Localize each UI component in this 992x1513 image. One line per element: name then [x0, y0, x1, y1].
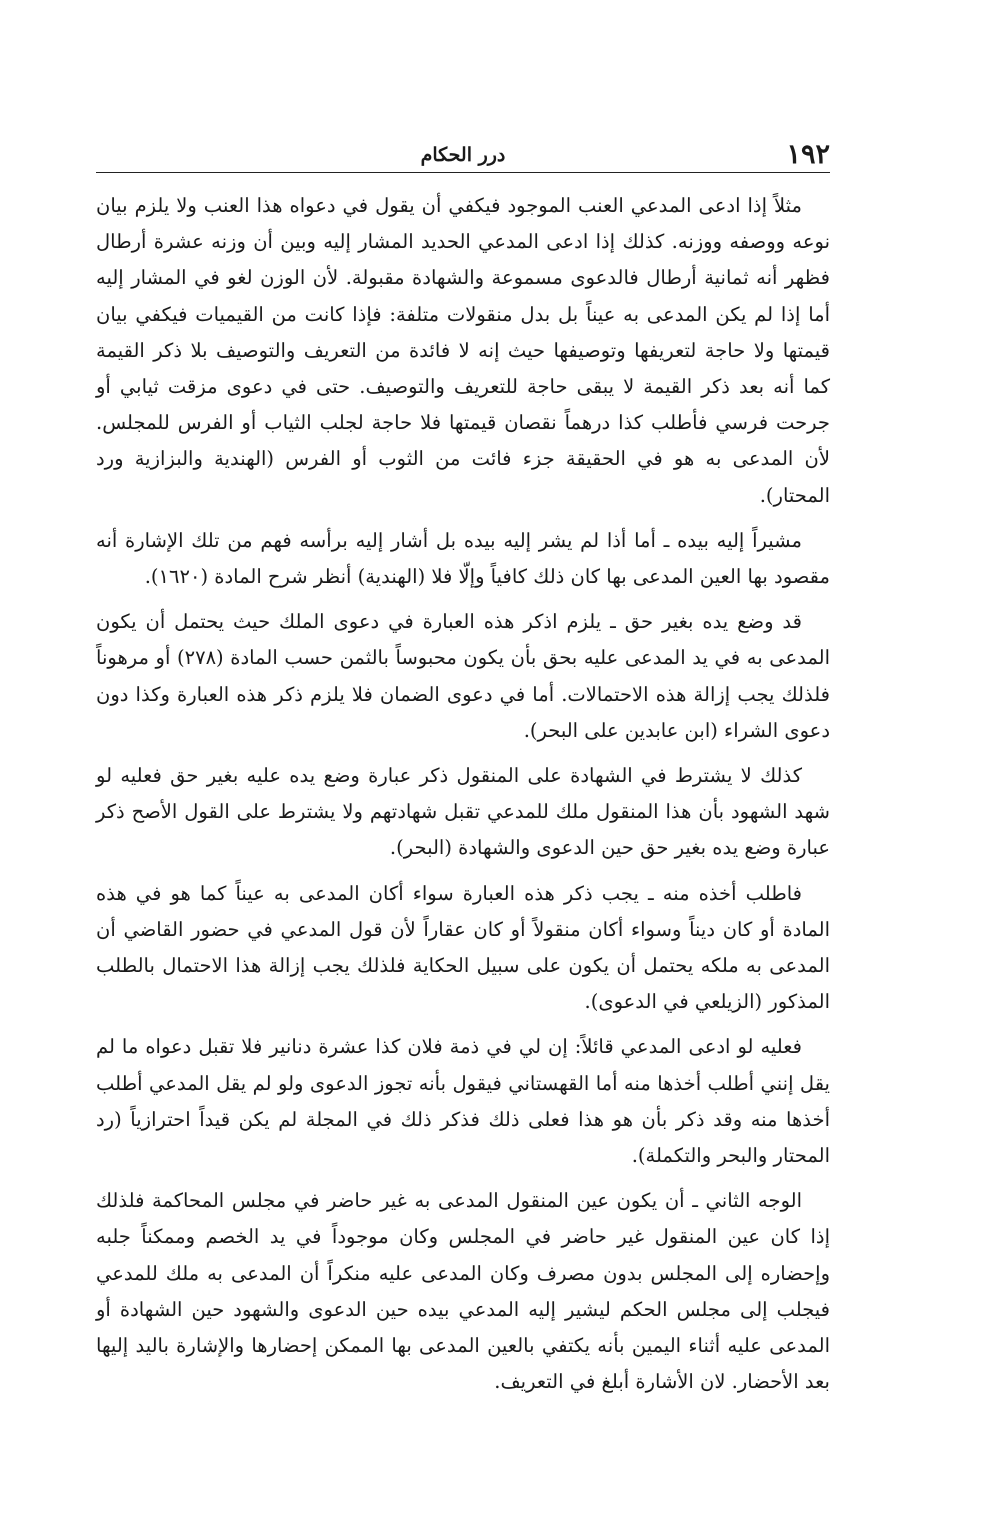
paragraph: مثلاً إذا ادعى المدعي العنب الموجود فيكفي أن يقول في دعواه هذا العنب ولا يلزم بيان نوعه ووصفه ووزنه. كذلك إذا ادعى المدعي الحديد المشار إليه وبين أن وزنه عشرة أرطال فظهر أنه ثمانية أرطال فالدعوى مسموعة والشهادة مقبولة. لأن الوزن لغو في المشار إليه أما إذا لم يكن المدعى به عيناً بل بدل منقولات متلفة: فإذا كانت من القيميات فيكفي بيان قيمتها ولا حاجة لتعريفها وتوصيفها حيث إنه لا فائدة من التعريف والتوصيف بلا ذكر القيمة كما أنه بعد ذكر القيمة لا يبقى حاجة للتعريف والتوصيف. حتى في دعوى مزقت ثيابي أو جرحت فرسي فأطلب كذا درهماً نقصان قيمتها فلا حاجة لجلب الثياب أو الفرس للمجلس. لأن المدعى به هو في الحقيقة جزء فائت من الثوب أو الفرس (الهندية والبزازية ورد المحتار). — [96, 194, 830, 507]
book-title: درر الحكام — [420, 144, 506, 166]
paragraph: فعليه لو ادعى المدعي قائلاً: إن لي في ذمة فلان كذا عشرة دنانير فلا تقبل دعواه ما لم يقل إنني أطلب أخذها منه أما القهستاني فيقول بأنه تجوز الدعوى ولو لم يقل المدعي أطلب أخذها منه وقد ذكر بأن هو هذا فعلى ذلك فذكر ذلك في المجلة لم يكن قيداً احترازياً (رد المحتار والبحر والتكملة). — [96, 1035, 830, 1168]
body-text — [96, 188, 830, 1410]
paragraph: مشيراً إليه بيده ـ أما أذا لم يشر إليه بيده بل أشار إليه برأسه فهم من تلك الإشارة أنه مقصود بها العين المدعى بها كان ذلك كافياً وإلّا فلا (الهندية) أنظر شرح المادة (١٦٢٠). — [96, 528, 830, 589]
paragraph: قد وضع يده بغير حق ـ يلزم اذكر هذه العبارة في دعوى الملك حيث يحتمل أن يكون المدعى به في يد المدعى عليه بحق بأن يكون محبوساً بالثمن حسب المادة (٢٧٨) أو مرهوناً فلذلك يجب إزالة هذه الاحتمالات. أما في دعوى الضمان فلا يلزم ذكر هذه العبارة وكذا دون دعوى الشراء (ابن عابدين على البحر). — [96, 610, 830, 742]
running-header — [96, 138, 830, 173]
page-number: ١٩٢ — [786, 139, 830, 170]
paragraph: فاطلب أخذه منه ـ يجب ذكر هذه العبارة سواء أكان المدعى به عيناً كما هو في هذه المادة أو كان ديناً وسواء أكان منقولاً أو كان عقاراً لأن قول المدعي في حضور القاضي أن المدعى به ملكه يحتمل أن يكون على سبيل الحكاية فلذلك يجب إزالة هذا الاحتمال بالطلب المذكور (الزيلعي في الدعوى). — [96, 881, 830, 1014]
paragraph: كذلك لا يشترط في الشهادة على المنقول ذكر عبارة وضع يده عليه بغير حق فعليه لو شهد الشهود بأن هذا المنقول ملك للمدعي تقبل شهادتهم ولا يشترط على القول الأصح ذكر عبارة وضع يده بغير حق حين الدعوى والشهادة (البحر). — [96, 764, 830, 860]
paragraph: الوجه الثاني ـ أن يكون عين المنقول المدعى به غير حاضر في مجلس المحاكمة فلذلك إذا كان عين المنقول غير حاضر في المجلس وكان موجوداً في يد الخصم وممكناً جلبه وإحضاره إلى المجلس بدون مصرف وكان المدعى عليه منكراً أن المدعى به ملك للمدعي فيجلب إلى مجلس الحكم ليشير إليه المدعي بيده حين الدعوى والشهود حين الشهادة أو المدعى عليه أثناء اليمين بأنه يكتفي بالعين المدعى بها الممكن إحضارها والإشارة باليد إليها بعد الأحضار. لان الأشارة أبلغ في التعريف. — [96, 1189, 830, 1394]
